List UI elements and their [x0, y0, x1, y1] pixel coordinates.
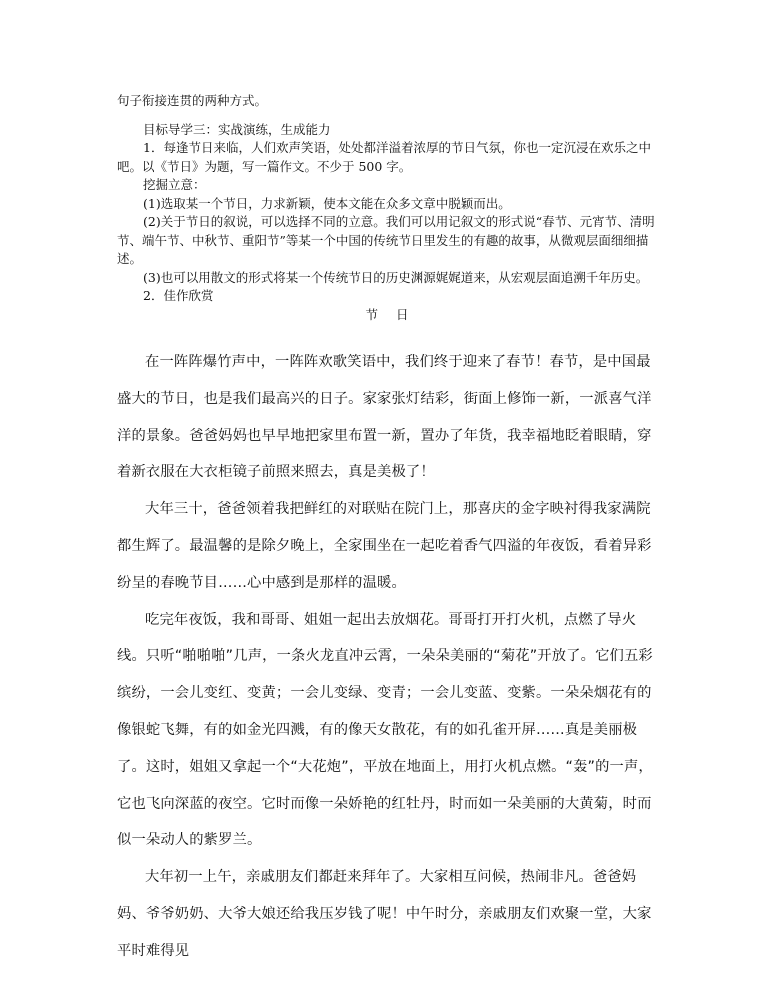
appreciation-label: 2．佳作欣赏: [143, 288, 214, 303]
essay-paragraph-3: 吃完年夜饭，我和哥哥、姐姐一起出去放烟花。哥哥打开打火机，点燃了导火线。只听“啪啪啪”几声，一条火龙直冲云霄，一朵朵美丽的“菊花”开放了。它们五彩缤纷，一会儿变红、变黄；一会儿变绿、变青；一会儿变蓝、变紫。一朵朵烟花有的像银蛇飞舞，有的如金光四溅，有的像天女散花，有的如孔雀开屏……真是美丽极了。这时，姐姐又拿起一个“大花炮”，平放在地面上，用打火机点燃。“轰”的一声，它也飞向深蓝的夜空。它时而像一朵娇艳的红牡丹，时而如一朵美丽的大黄菊，时而似一朵动人的紫罗兰。: [117, 611, 653, 849]
idea-item-3: (3)也可以用散文的形式将某一个传统节日的历史渊源娓娓道来，从宏观层面追溯千年历史。: [143, 269, 649, 285]
section-heading: 目标导学三：实战演练，生成能力: [143, 121, 331, 137]
intro-line: 句子衔接连贯的两种方式。: [117, 93, 268, 108]
idea-item-2: (2)关于节日的叙说，可以选择不同的立意。我们可以用记叙文的形式说“春节、元宵节、清明节、端午节、中秋节、重阳节”等某一个中国的传统节日里发生的有趣的故事，从微观层面细细描述。: [117, 214, 655, 266]
essay-paragraph-1: 在一阵阵爆竹声中，一阵阵欢歌笑语中，我们终于迎来了春节！春节，是中国最盛大的节日，也是我们最高兴的日子。家家张灯结彩，街面上修饰一新，一派喜气洋洋的景象。爸爸妈妈也早早地把家里布置一新，置办了年货，我幸福地眨着眼睛，穿着新衣服在大衣柜镜子前照来照去，真是美极了！: [117, 354, 652, 481]
essay-paragraph-4: 大年初一上午，亲戚朋友们都赶来拜年了。大家相互问候，热闹非凡。爸爸妈妈、爷爷奶奶、大爷大娘还给我压岁钱了呢！中午时分，亲戚朋友们欢聚一堂，大家平时难得见: [117, 869, 652, 959]
essay-title: 节日: [365, 306, 427, 322]
idea-item-1: (1)选取某一个节日，力求新颖，使本文能在众多文章中脱颖而出。: [143, 195, 511, 211]
essay-paragraph-2: 大年三十，爸爸领着我把鲜红的对联贴在院门上，那喜庆的金字映衬得我家满院都生辉了。最温馨的是除夕晚上，全家围坐在一起吃着香气四溢的年夜饭，看着异彩纷呈的春晚节目……心中感到是那样的温暖。: [117, 501, 652, 591]
task-item: 1．每逢节日来临，人们欢声笑语，处处都洋溢着浓厚的节日气氛，你也一定沉浸在欢乐之中吧。以《节日》为题，写一篇作文。不少于 500 字。: [117, 140, 651, 174]
ideas-label: 挖掘立意：: [143, 177, 206, 192]
essay-body: [117, 344, 657, 970]
exercise-block: [117, 92, 657, 324]
